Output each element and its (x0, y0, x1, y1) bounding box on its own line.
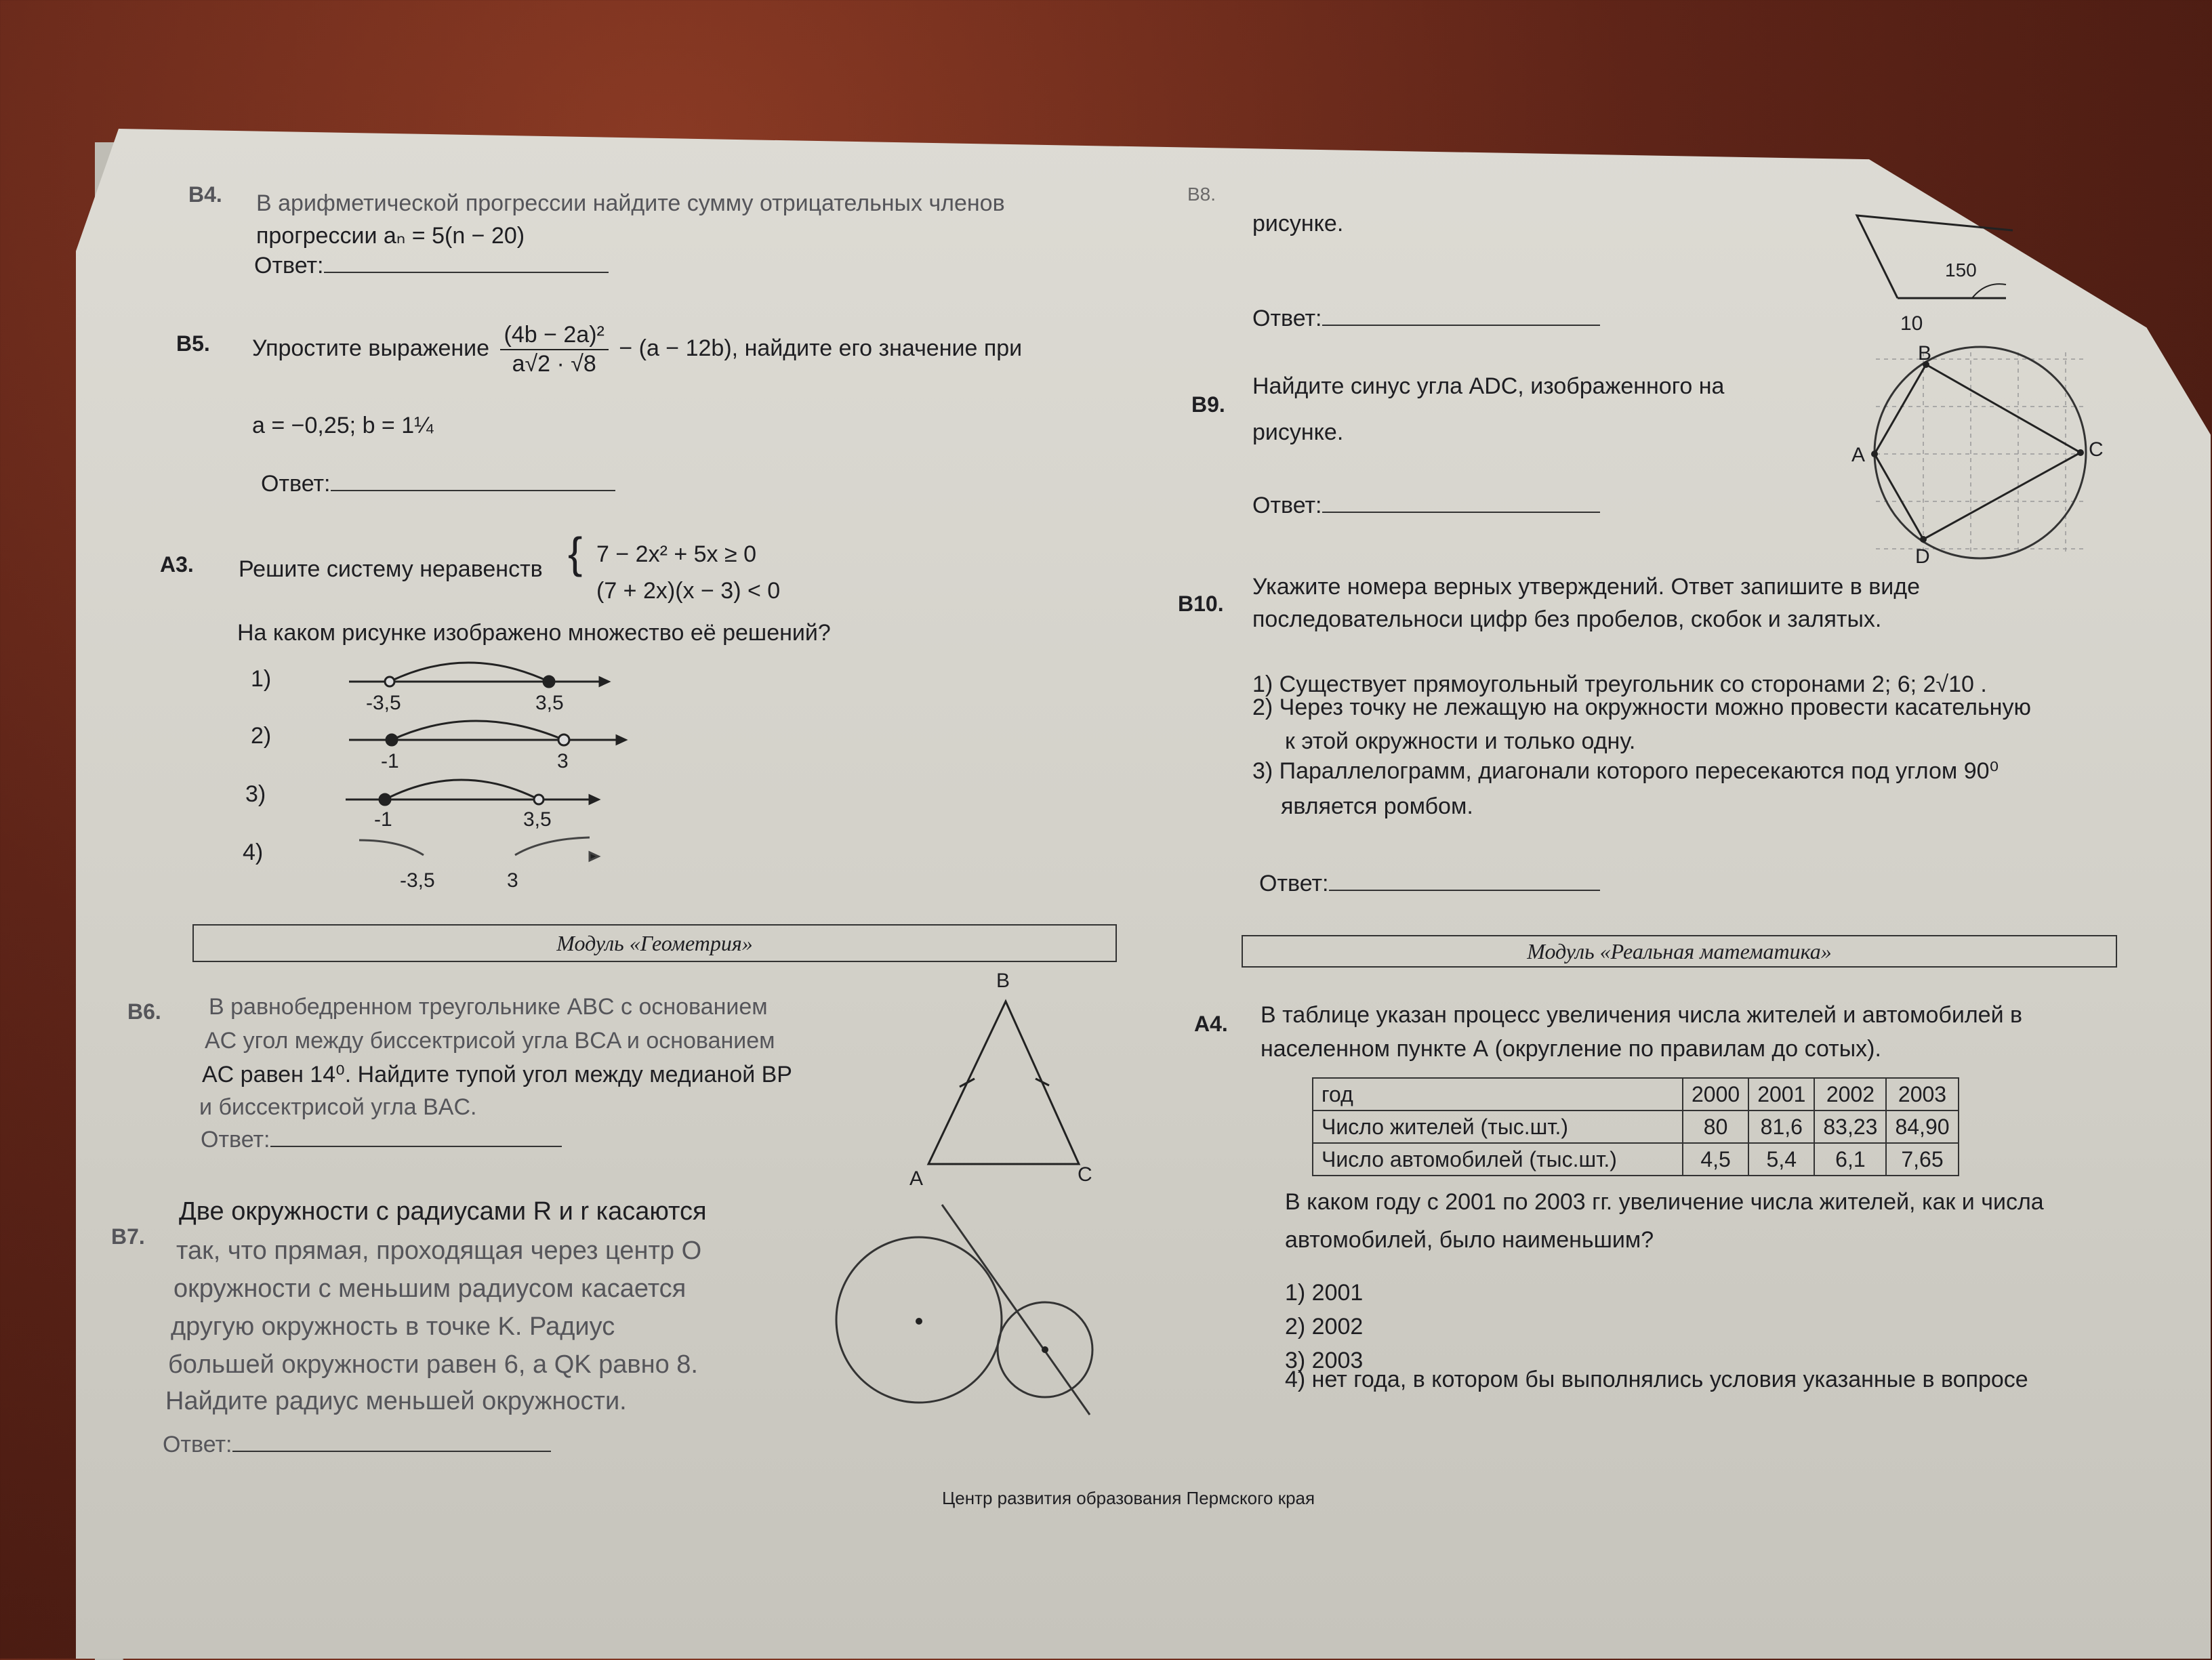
nl1-label-b: 3,5 (535, 692, 564, 714)
nl3-label-a: -1 (374, 808, 392, 831)
b7-line-2: так, что прямая, проходящая через центр O (176, 1237, 702, 1265)
b6-vertex-b: B (996, 970, 1010, 992)
b7-line-3: окружности с меньшим радиусом касается (173, 1274, 687, 1303)
a4-option-3[interactable]: 3) 2003 (1285, 1348, 1364, 1373)
task-label-a3: А3. (160, 552, 194, 577)
b6-line-1: В равнобедренном треугольнике ABC с основанием (209, 994, 768, 1020)
a3-inequality-1: 7 − 2x² + 5x ≥ 0 (596, 541, 757, 567)
a4-option-4[interactable]: 4) нет года, в котором бы выполнялись условия указанные в вопросе (1285, 1367, 2028, 1392)
b10-line-2: последовательноси цифр без пробелов, скобок и залятых. (1252, 606, 1882, 632)
table-cell: 7,65 (1886, 1143, 1958, 1176)
a3-option-2-num: 2) (251, 723, 272, 749)
task-label-b6: В6. (127, 999, 161, 1024)
b6-line-2: AC угол между биссектрисой угла BCA и основанием (205, 1028, 775, 1054)
b6-line-4: и биссектрисой угла BAC. (199, 1094, 477, 1120)
b6-line-3: AC равен 14⁰. Найдите тупой угол между медианой BP (202, 1062, 792, 1087)
b4-text-line1: В арифметической прогрессии найдите сумму отрицательных членов (256, 190, 1005, 216)
b4-text-line2: прогрессии aₙ = 5(n − 20) (256, 223, 525, 249)
table-row (1313, 1111, 1959, 1143)
b10-statement-1: 1) Существует прямоугольный треугольник со сторонами 2; 6; 2√10 . (1252, 671, 1987, 697)
table-header-cell: 2003 (1886, 1078, 1958, 1111)
table-cell: 4,5 (1683, 1143, 1748, 1176)
nl2-label-a: -1 (381, 750, 399, 772)
b10-answer-line[interactable] (1329, 890, 1600, 891)
b6-vertex-a: A (909, 1167, 924, 1190)
table-cell: 84,90 (1886, 1111, 1958, 1143)
b10-statement-3a: 3) Параллелограмм, диагонали которого пересекаются под углом 90⁰ (1252, 758, 1999, 784)
b5-numerator: (4b − 2a)² (500, 321, 609, 350)
b7-line-1: Две окружности с радиусами R и r касаются (179, 1197, 707, 1226)
module-real-math-title: Модуль «Реальная математика» (1527, 938, 1832, 963)
nl2-label-b: 3 (557, 750, 569, 772)
b10-statement-3b: является ромбом. (1281, 793, 1473, 819)
a3-inequality-2: (7 + 2x)(x − 3) < 0 (596, 578, 781, 604)
table-cell: 81,6 (1748, 1111, 1814, 1143)
a3-option-4-num: 4) (243, 839, 264, 865)
a4-line-2: населенном пункте А (округление по правилам до сотых). (1261, 1036, 1881, 1062)
b9-line-1: Найдите синус угла ADC, изображенного на (1252, 373, 1725, 399)
table-cell: 6,1 (1814, 1143, 1886, 1176)
b5-middle: − (a − 12b) (619, 335, 732, 361)
b5-values: a = −0,25; b = 1¼ (252, 413, 434, 438)
system-brace: { (568, 528, 583, 577)
task-label-a4: А4. (1194, 1012, 1228, 1036)
b10-answer (1259, 870, 1600, 898)
a4-line-1: В таблице указан процесс увеличения числа жителей и автомобилей в (1261, 1002, 2023, 1028)
b6-vertex-c: C (1078, 1163, 1092, 1186)
b9-point-b: B (1918, 342, 1932, 365)
task-label-b9: В9. (1191, 392, 1225, 417)
b10-line-1: Укажите номера верных утверждений. Ответ запишите в виде (1252, 574, 1921, 600)
a4-data-table (1312, 1077, 1959, 1176)
b5-denominator: a√2 · √8 (512, 350, 596, 377)
table-header-row (1313, 1078, 1959, 1111)
page-footer: Центр развития образования Пермского края (942, 1488, 1315, 1508)
b9-point-d: D (1915, 545, 1930, 568)
b8-text: рисунке. (1252, 211, 1344, 236)
b8-angle-label: 150 (1945, 260, 1977, 281)
b7-line-4: другую окружность в точке K. Радиус (171, 1312, 615, 1341)
a4-option-1[interactable]: 1) 2001 (1285, 1280, 1364, 1306)
task-label-b7: В7. (111, 1224, 145, 1249)
a4-question-line-2: автомобилей, было наименьшим? (1285, 1227, 1654, 1253)
nl1-label-a: -3,5 (366, 692, 401, 714)
b10-answer-label: Ответ: (1259, 871, 1329, 896)
table-cell: Число автомобилей (тыс.шт.) (1313, 1143, 1683, 1176)
a4-question-line-1: В каком году с 2001 по 2003 гг. увеличение числа жителей, как и числа (1285, 1189, 2044, 1215)
a3-option-3-num: 3) (245, 781, 266, 807)
b6-answer-label: Ответ: (201, 1127, 270, 1153)
table-cell: 5,4 (1748, 1143, 1814, 1176)
nl3-label-b: 3,5 (523, 808, 552, 831)
b8-answer-label: Ответ: (1252, 306, 1322, 331)
table-header-cell: 2002 (1814, 1078, 1886, 1111)
a3-option-1-num: 1) (251, 666, 272, 692)
table-cell: Число жителей (тыс.шт.) (1313, 1111, 1683, 1143)
b5-answer-label: Ответ: (261, 471, 331, 497)
b9-answer-label: Ответ: (1252, 493, 1322, 518)
b5-prefix: Упростите выражение (252, 335, 490, 361)
table-cell: 80 (1683, 1111, 1748, 1143)
table-cell: 83,23 (1814, 1111, 1886, 1143)
b8-cut-off-label: В8. (1187, 184, 1216, 205)
b10-statement-2b: к этой окружности и только одну. (1285, 728, 1636, 754)
table-header-cell: год (1313, 1078, 1683, 1111)
nl4-label-b: 3 (507, 869, 518, 892)
table-header-cell: 2000 (1683, 1078, 1748, 1111)
b5-suffix: , найдите его значение при (731, 335, 1023, 361)
b7-line-6: Найдите радиус меньшей окружности. (165, 1387, 627, 1415)
task-label-b4: В4. (188, 182, 222, 207)
a3-question: На каком рисунке изображено множество её решений? (237, 620, 831, 646)
table-header-cell: 2001 (1748, 1078, 1814, 1111)
b9-point-a: A (1851, 444, 1866, 466)
nl4-label-a: -3,5 (400, 869, 435, 892)
module-real-math-banner (1242, 935, 2117, 968)
task-label-b5: В5. (176, 331, 210, 356)
b10-statement-2a: 2) Через точку не лежащую на окружности можно провести касательную (1252, 694, 2031, 720)
b7-answer-label: Ответ: (163, 1432, 232, 1457)
b9-line-2: рисунке. (1252, 419, 1344, 445)
table-row (1313, 1143, 1959, 1176)
task-label-b10: В10. (1178, 592, 1224, 616)
a4-option-2[interactable]: 2) 2002 (1285, 1314, 1364, 1340)
b4-answer-label: Ответ: (254, 253, 324, 278)
b7-line-5: большей окружности равен 6, а QK равно 8. (168, 1350, 698, 1379)
b8-side-label: 10 (1900, 312, 1923, 335)
b9-point-c: C (2089, 438, 2104, 461)
module-geometry-title: Модуль «Геометрия» (556, 930, 753, 955)
a3-prefix: Решите систему неравенств (239, 556, 543, 582)
